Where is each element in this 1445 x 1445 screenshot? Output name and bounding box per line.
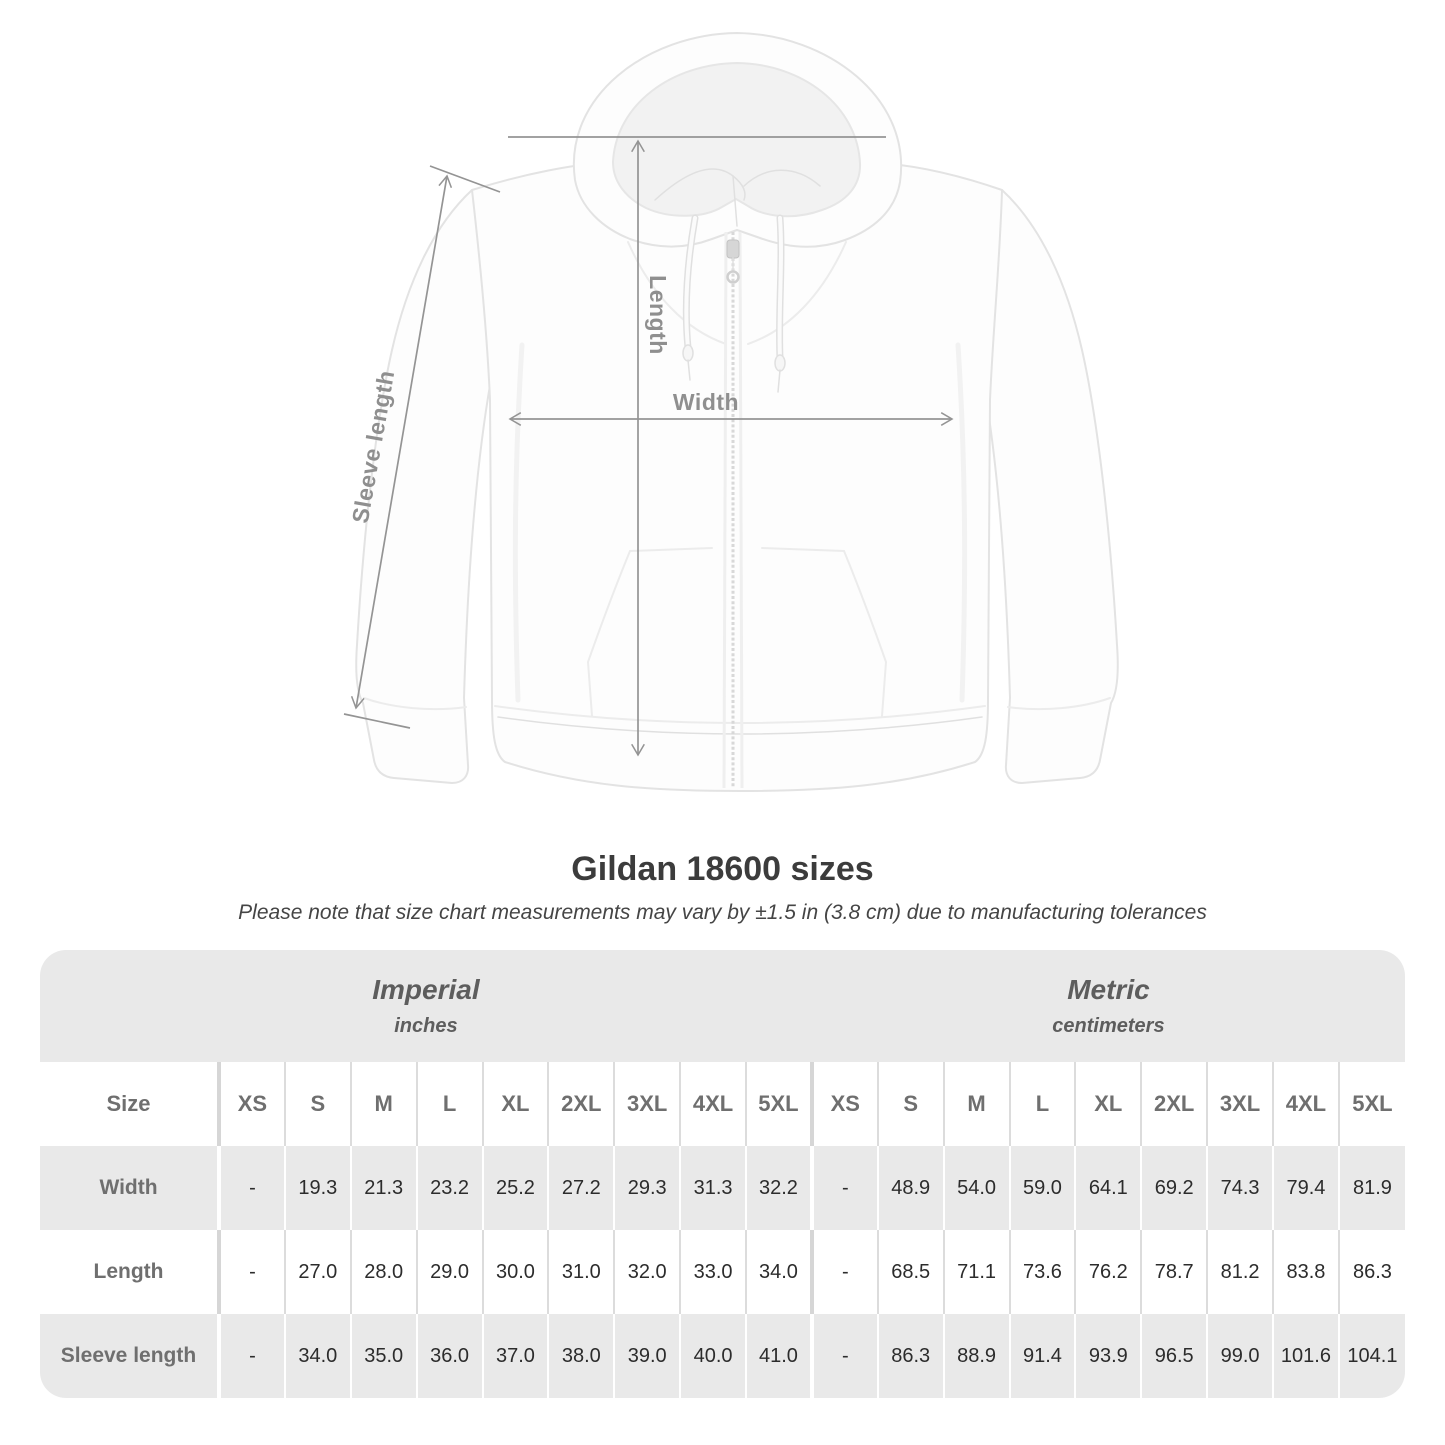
cell: - (812, 1230, 878, 1314)
cell: 86.3 (878, 1314, 944, 1398)
cell: 54.0 (944, 1146, 1010, 1230)
size-col-header: 2XL (548, 1062, 614, 1146)
cell: 81.2 (1207, 1230, 1273, 1314)
tolerance-note: Please note that size chart measurements may vary by ±1.5 in (3.8 cm) due to manufacturing tolerances (238, 901, 1207, 924)
cell: 32.2 (746, 1146, 812, 1230)
cell: - (812, 1314, 878, 1398)
cell: 64.1 (1075, 1146, 1141, 1230)
size-col-header: M (351, 1062, 417, 1146)
cell: 59.0 (1010, 1146, 1076, 1230)
cell: 33.0 (680, 1230, 746, 1314)
cell: 68.5 (878, 1230, 944, 1314)
cell: 81.9 (1339, 1146, 1405, 1230)
cell: 35.0 (351, 1314, 417, 1398)
metric-unit: centimeters (1052, 1015, 1165, 1037)
cell: 41.0 (746, 1314, 812, 1398)
sleeve-tick-top (430, 166, 500, 192)
cell: 31.0 (548, 1230, 614, 1314)
length-label: Length (645, 275, 671, 355)
cell: - (812, 1146, 878, 1230)
cell: 40.0 (680, 1314, 746, 1398)
cell: 31.3 (680, 1146, 746, 1230)
size-corner-label: Size (40, 1062, 219, 1146)
cell: - (219, 1146, 285, 1230)
cell: 38.0 (548, 1314, 614, 1398)
imperial-label: Imperial (372, 974, 480, 1005)
cell: 39.0 (614, 1314, 680, 1398)
cell: 21.3 (351, 1146, 417, 1230)
size-header-row (40, 1062, 1405, 1146)
size-col-header: 3XL (1207, 1062, 1273, 1146)
size-col-header: XL (1075, 1062, 1141, 1146)
imperial-band (40, 950, 812, 1062)
size-col-header: M (944, 1062, 1010, 1146)
size-col-header: XL (483, 1062, 549, 1146)
width-label: Width (672, 389, 740, 415)
zipper-tape-left (724, 232, 726, 788)
cell: - (219, 1230, 285, 1314)
cell: 83.8 (1273, 1230, 1339, 1314)
cell: 71.1 (944, 1230, 1010, 1314)
cell: 29.3 (614, 1146, 680, 1230)
cell: 32.0 (614, 1230, 680, 1314)
page-title: Gildan 18600 sizes (571, 850, 874, 888)
cell: 36.0 (417, 1314, 483, 1398)
size-col-header: XS (219, 1062, 285, 1146)
table-row-width (40, 1146, 1405, 1230)
cell: 69.2 (1141, 1146, 1207, 1230)
size-col-header: 4XL (1273, 1062, 1339, 1146)
metric-band (812, 950, 1405, 1062)
size-chart-table (40, 950, 1405, 1398)
size-col-header: L (1010, 1062, 1076, 1146)
cell: 91.4 (1010, 1314, 1076, 1398)
cell: 30.0 (483, 1230, 549, 1314)
imperial-unit: inches (394, 1015, 458, 1037)
metric-label: Metric (1067, 974, 1150, 1005)
unit-band-row (40, 950, 1405, 1062)
size-col-header: XS (812, 1062, 878, 1146)
cell: 99.0 (1207, 1314, 1273, 1398)
size-col-header: 4XL (680, 1062, 746, 1146)
cell: 34.0 (746, 1230, 812, 1314)
size-col-header: S (285, 1062, 351, 1146)
size-col-header: 5XL (1339, 1062, 1405, 1146)
cell: 29.0 (417, 1230, 483, 1314)
cell: 19.3 (285, 1146, 351, 1230)
table-row-sleeve-length (40, 1314, 1405, 1398)
cell: 76.2 (1075, 1230, 1141, 1314)
cell: 27.0 (285, 1230, 351, 1314)
cell: 79.4 (1273, 1146, 1339, 1230)
row-label: Length (40, 1230, 219, 1314)
cell: 78.7 (1141, 1230, 1207, 1314)
table-row-length (40, 1230, 1405, 1314)
cell: 96.5 (1141, 1314, 1207, 1398)
cell: 37.0 (483, 1314, 549, 1398)
cell: 27.2 (548, 1146, 614, 1230)
cell: 88.9 (944, 1314, 1010, 1398)
cell: 48.9 (878, 1146, 944, 1230)
cell: 73.6 (1010, 1230, 1076, 1314)
size-chart (40, 950, 1405, 1398)
cell: 86.3 (1339, 1230, 1405, 1314)
cell: 101.6 (1273, 1314, 1339, 1398)
cell: 93.9 (1075, 1314, 1141, 1398)
cell: 28.0 (351, 1230, 417, 1314)
row-label: Width (40, 1146, 219, 1230)
cell: 25.2 (483, 1146, 549, 1230)
size-col-header: 3XL (614, 1062, 680, 1146)
size-col-header: S (878, 1062, 944, 1146)
left-drawstring-knot (683, 345, 693, 361)
size-col-header: 2XL (1141, 1062, 1207, 1146)
row-label: Sleeve length (40, 1314, 219, 1398)
right-drawstring-core (780, 218, 781, 358)
right-drawstring-knot (775, 355, 785, 371)
cell: 34.0 (285, 1314, 351, 1398)
size-col-header: L (417, 1062, 483, 1146)
size-col-header: 5XL (746, 1062, 812, 1146)
zipper-tape-right (740, 232, 742, 788)
sleeve-length-label: Sleeve length (346, 368, 400, 526)
cell: 74.3 (1207, 1146, 1273, 1230)
cell: - (219, 1314, 285, 1398)
zipper-slider (727, 240, 739, 258)
cell: 104.1 (1339, 1314, 1405, 1398)
cell: 23.2 (417, 1146, 483, 1230)
